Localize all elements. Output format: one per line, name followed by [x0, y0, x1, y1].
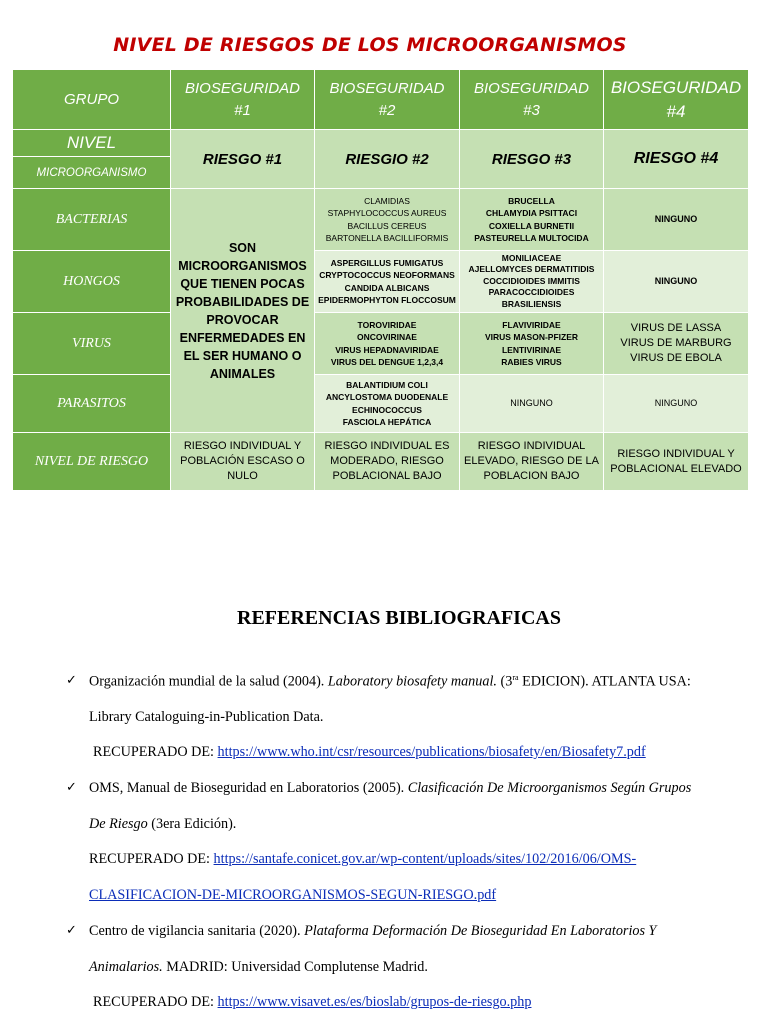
parasitos-row [13, 375, 749, 433]
bacterias-riesgo-4: NINGUNO [604, 189, 749, 251]
check-icon: ✓ [66, 780, 77, 795]
ref3-line1: Centro de vigilancia sanitaria (2020). Plataforma Deformación De Bioseguridad En Laboratorios Y [89, 923, 657, 939]
nivel-riesgo-2: RIESGO INDIVIDUAL ES MODERADO, RIESGO POBLACIONAL BAJO [315, 433, 460, 491]
bioseguridad-2-header: BIOSEGURIDAD #2 [315, 70, 460, 130]
nivel-label: NIVEL [13, 130, 171, 157]
ref2-line3: RECUPERADO DE: https://santafe.conicet.gov.ar/wp-content/uploads/sites/102/2016/06/OMS- [89, 851, 637, 867]
nivel-riesgo-4: RIESGO INDIVIDUAL Y POBLACIONAL ELEVADO [604, 433, 749, 491]
ref1-line2: Library Cataloguing-in-Publication Data. [89, 709, 324, 725]
ref2-line4 [89, 887, 496, 904]
ref3-line2: Animalarios. MADRID: Universidad Complutense Madrid. [89, 959, 428, 975]
riesgo-1-description: SON MICROORGANISMOS QUE TIENEN POCAS PROBABILIDADES DE PROVOCAR ENFERMEDADES EN EL SER HUMANO O ANIMALES [171, 189, 315, 433]
bioseguridad-3-header: BIOSEGURIDAD #3 [460, 70, 604, 130]
virus-row [13, 313, 749, 375]
bacterias-label: BACTERIAS [13, 189, 171, 251]
ref3-link[interactable]: https://www.visavet.es/es/bioslab/grupos-de-riesgo.php [217, 994, 532, 1010]
check-icon: ✓ [66, 923, 77, 938]
ref2-link[interactable]: https://santafe.conicet.gov.ar/wp-content/uploads/sites/102/2016/06/OMS- [213, 851, 637, 867]
bacterias-riesgo-2: CLAMIDIAS STAPHYLOCOCCUS AUREUS BACILLUS CEREUS BARTONELLA BACILLIFORMIS [315, 189, 460, 251]
riesgo-1-label: RIESGO #1 [171, 130, 315, 189]
grupo-header: GRUPO [13, 70, 171, 130]
bioseguridad-1-header: BIOSEGURIDAD #1 [171, 70, 315, 130]
riesgo-3-label: RIESGO #3 [460, 130, 604, 189]
risk-table [12, 69, 749, 491]
virus-label: VIRUS [13, 313, 171, 375]
nivel-riesgo-3: RIESGO INDIVIDUAL ELEVADO, RIESGO DE LA POBLACION BAJO [460, 433, 604, 491]
ref2-link-continued[interactable]: CLASIFICACION-DE-MICROORGANISMOS-SEGUN-RIESGO.pdf [89, 887, 497, 903]
riesgo-2-label: RIESGIO #2 [315, 130, 460, 189]
ref1-line1: Organización mundial de la salud (2004). Laboratory biosafety manual. ($3^{ra}$ EDICION). ATLANTA USA: [89, 673, 691, 690]
nivel-riesgo-1: RIESGO INDIVIDUAL Y POBLACIÓN ESCASO O NULO [171, 433, 315, 491]
nivel-riesgo-row [13, 433, 749, 491]
parasitos-riesgo-4: NINGUNO [604, 375, 749, 433]
parasitos-riesgo-3: NINGUNO [460, 375, 604, 433]
bacterias-row [13, 189, 749, 251]
nivel-riesgo-label: NIVEL DE RIESGO [13, 433, 171, 491]
riesgo-4-label: RIESGO #4 [604, 130, 749, 189]
virus-riesgo-4: VIRUS DE LASSA VIRUS DE MARBURG VIRUS DE EBOLA [604, 313, 749, 375]
hongos-row [13, 251, 749, 313]
ref2-line2: De Riesgo (3era Edición). [89, 816, 237, 832]
parasitos-label: PARASITOS [13, 375, 171, 433]
ref3-line3: RECUPERADO DE: https://www.visavet.es/es/bioslab/grupos-de-riesgo.php [93, 994, 532, 1010]
parasitos-riesgo-2: BALANTIDIUM COLI ANCYLOSTOMA DUODENALE ECHINOCOCCUS FASCIOLA HEPÁTICA [315, 375, 460, 433]
hongos-riesgo-3: MONILIACEAE AJELLOMYCES DERMATITIDIS COCCIDIOIDES IMMITIS PARACOCCIDIOIDES BRASILIENSIS [460, 251, 604, 313]
bioseguridad-4-header: BIOSEGURIDAD #4 [604, 70, 749, 130]
hongos-riesgo-2: ASPERGILLUS FUMIGATUS CRYPTOCOCCUS NEOFORMANS CANDIDA ALBICANS EPIDERMOPHYTON FLOCCOSUM [315, 251, 460, 313]
ref1-link[interactable]: https://www.who.int/csr/resources/publications/biosafety/en/Biosafety7.pdf [217, 744, 646, 760]
hongos-riesgo-4: NINGUNO [604, 251, 749, 313]
hongos-label: HONGOS [13, 251, 171, 313]
microorganismo-label: MICROORGANISMO [13, 157, 171, 189]
ref1-line3: RECUPERADO DE: https://www.who.int/csr/resources/publications/biosafety/en/Biosafety7.pdf [93, 744, 646, 760]
virus-riesgo-2: TOROVIRIDAE ONCOVIRINAE VIRUS HEPADNAVIRIDAE VIRUS DEL DENGUE 1,2,3,4 [315, 313, 460, 375]
bacterias-riesgo-3: BRUCELLA CHLAMYDIA PSITTACI COXIELLA BURNETII PASTEURELLA MULTOCIDA [460, 189, 604, 251]
nivel-row [13, 130, 749, 157]
page-title: NIVEL DE RIESGOS DE LOS MICROORGANISMOS [113, 34, 627, 56]
header-row [13, 70, 749, 130]
check-icon: ✓ [66, 673, 77, 688]
references-title: REFERENCIAS BIBLIOGRAFICAS [237, 607, 561, 629]
ref2-line1: OMS, Manual de Bioseguridad en Laboratorios (2005). Clasificación De Microorganismos Según Grupos [89, 780, 692, 796]
virus-riesgo-3: FLAVIVIRIDAE VIRUS MASON-PFIZER LENTIVIRINAE RABIES VIRUS [460, 313, 604, 375]
